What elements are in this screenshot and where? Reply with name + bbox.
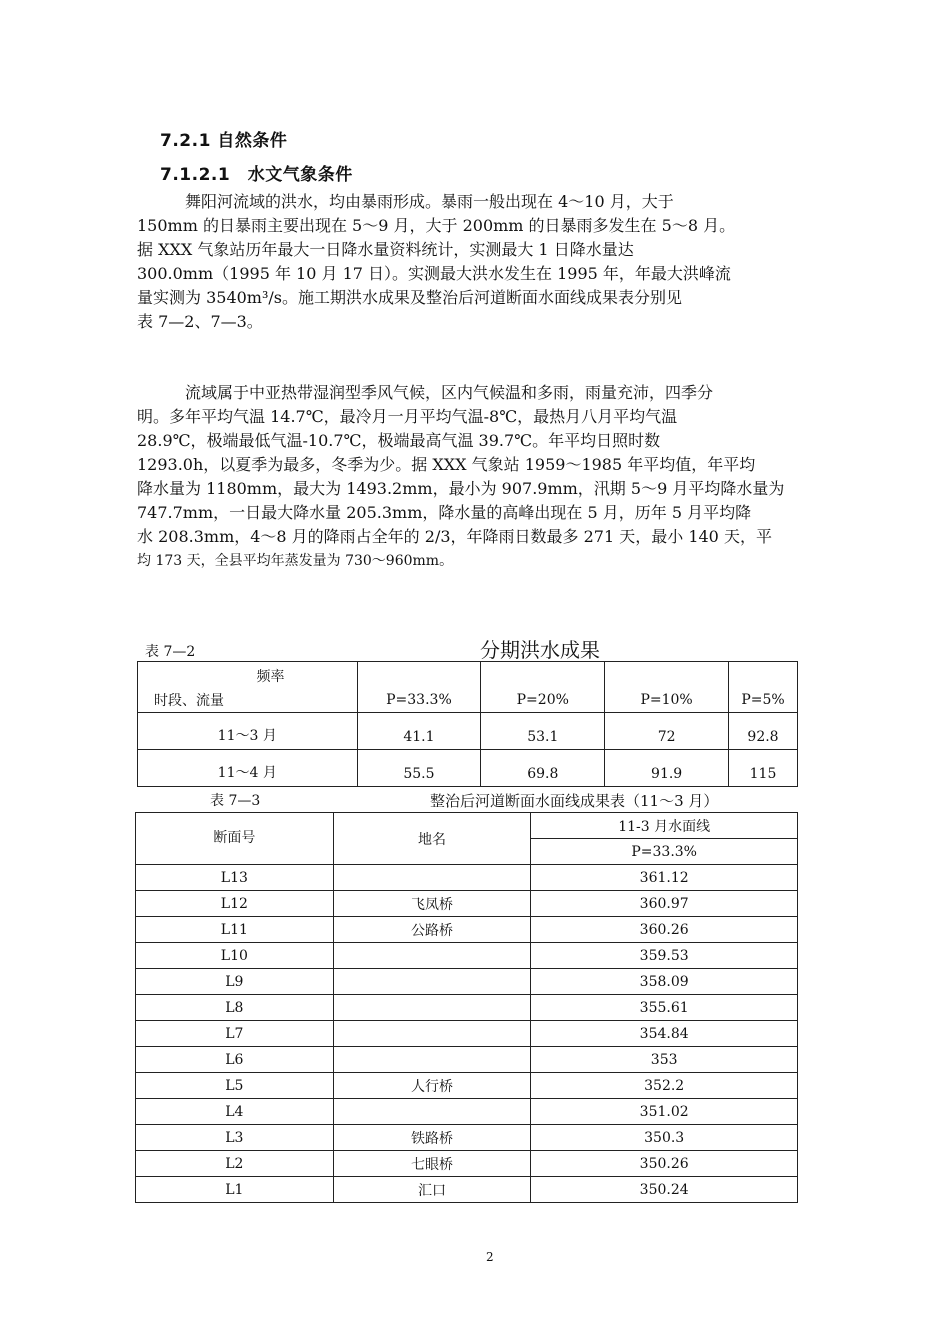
table-row [136, 1047, 798, 1073]
corner-bottom-label: 时段、流量 [154, 693, 224, 709]
value-cell: 53.1 [481, 713, 605, 750]
column-header: P=10% [605, 662, 729, 713]
section-cell: L11 [136, 917, 334, 943]
level-cell: 360.26 [531, 917, 798, 943]
table-row [136, 865, 798, 891]
place-cell: 公路桥 [333, 917, 531, 943]
value-cell: 91.9 [605, 750, 729, 787]
section-cell: L9 [136, 969, 334, 995]
table-title: 整治后河道断面水面线成果表（11～3 月） [430, 792, 719, 810]
text-line: 1293.0h，以夏季为最多，冬季为少。据 XXX 气象站 1959～1985 年平均值，年平均 [137, 455, 756, 474]
level-cell: 351.02 [531, 1099, 798, 1125]
text-line: 据 XXX 气象站历年最大一日降水量资料统计，实测最大 1 日降水量达 [137, 240, 634, 259]
section-cell: L1 [136, 1177, 334, 1203]
level-cell: 353 [531, 1047, 798, 1073]
value-cell: 92.8 [729, 713, 798, 750]
period-cell: 11～3 月 [138, 713, 358, 750]
text-line: 150mm 的日暴雨主要出现在 5～9 月，大于 200mm 的日暴雨多发生在 5～8 月。 [137, 216, 736, 235]
table-row [136, 1021, 798, 1047]
table-row [136, 969, 798, 995]
place-cell [333, 969, 531, 995]
level-cell: 354.84 [531, 1021, 798, 1047]
column-header: P=5% [729, 662, 798, 713]
text-line: 舞阳河流域的洪水，均由暴雨形成。暴雨一般出现在 4～10 月，大于 [185, 192, 674, 211]
place-cell [333, 1047, 531, 1073]
value-cell: 55.5 [357, 750, 481, 787]
period-cell: 11～4 月 [138, 750, 358, 787]
paragraph-hydrology [137, 190, 805, 334]
table-row [136, 1073, 798, 1099]
section-cell: L5 [136, 1073, 334, 1099]
text-line: 表 7—2、7—3。 [137, 312, 263, 331]
level-cell: 350.24 [531, 1177, 798, 1203]
text-line: 水 208.3mm，4～8 月的降雨占全年的 2/3，年降雨日数最多 271 天，最小 140 天，平 [137, 527, 772, 546]
section-cell: L13 [136, 865, 334, 891]
section-cell: L2 [136, 1151, 334, 1177]
table-row [138, 750, 798, 787]
value-cell: 69.8 [481, 750, 605, 787]
place-cell: 飞凤桥 [333, 891, 531, 917]
level-cell: 361.12 [531, 865, 798, 891]
table-row [136, 943, 798, 969]
place-cell: 人行桥 [333, 1073, 531, 1099]
level-cell: 350.3 [531, 1125, 798, 1151]
place-cell [333, 865, 531, 891]
table-row [138, 713, 798, 750]
section-cell: L3 [136, 1125, 334, 1151]
water-level-table [135, 812, 798, 1203]
level-cell: 358.09 [531, 969, 798, 995]
place-cell: 铁路桥 [333, 1125, 531, 1151]
place-cell [333, 1021, 531, 1047]
table-caption: 表 7—2 [145, 644, 196, 660]
section-heading: 7.2.1 自然条件 [160, 131, 288, 151]
corner-header [138, 662, 358, 713]
level-cell: 350.26 [531, 1151, 798, 1177]
corner-top-label: 频率 [256, 669, 285, 685]
column-header: 11-3 月水面线 [531, 813, 798, 839]
text-line: 流域属于中亚热带湿润型季风气候，区内气候温和多雨，雨量充沛，四季分 [185, 383, 714, 402]
value-cell: 41.1 [357, 713, 481, 750]
section-cell: L12 [136, 891, 334, 917]
table-row [136, 1099, 798, 1125]
table-row [136, 891, 798, 917]
table-row [136, 1151, 798, 1177]
table-row [136, 1125, 798, 1151]
place-cell: 七眼桥 [333, 1151, 531, 1177]
section-cell: L4 [136, 1099, 334, 1125]
subsection-heading: 7.1.2.1 水文气象条件 [160, 165, 353, 185]
text-line: 747.7mm，一日最大降水量 205.3mm，降水量的高峰出现在 5 月，历年 5 月平均降 [137, 503, 752, 522]
column-header: 地名 [333, 813, 531, 865]
place-cell [333, 1099, 531, 1125]
place-cell [333, 995, 531, 1021]
column-header: P=33.3% [357, 662, 481, 713]
value-cell: 72 [605, 713, 729, 750]
table-row [136, 1177, 798, 1203]
table-caption: 表 7—3 [210, 793, 261, 809]
place-cell: 汇口 [333, 1177, 531, 1203]
section-cell: L10 [136, 943, 334, 969]
paragraph-climate [137, 381, 805, 573]
table-row [136, 995, 798, 1021]
text-line: 均 173 天，全县平均年蒸发量为 730～960mm。 [137, 553, 454, 569]
text-line: 28.9℃，极端最低气温-10.7℃，极端最高气温 39.7℃。年平均日照时数 [137, 431, 661, 450]
page-number: 2 [486, 1250, 494, 1264]
level-cell: 355.61 [531, 995, 798, 1021]
column-header: P=20% [481, 662, 605, 713]
level-cell: 352.2 [531, 1073, 798, 1099]
column-header: 断面号 [136, 813, 334, 865]
level-cell: 360.97 [531, 891, 798, 917]
section-cell: L6 [136, 1047, 334, 1073]
table-row [136, 917, 798, 943]
text-line: 明。多年平均气温 14.7℃，最冷月一月平均气温-8℃，最热月八月平均气温 [137, 407, 678, 426]
column-header: P=33.3% [531, 839, 798, 865]
section-cell: L8 [136, 995, 334, 1021]
value-cell: 115 [729, 750, 798, 787]
text-line: 300.0mm（1995 年 10 月 17 日）。实测最大洪水发生在 1995 年，年最大洪峰流 [137, 264, 731, 283]
place-cell [333, 943, 531, 969]
flood-results-table [137, 661, 798, 787]
table-title: 分期洪水成果 [480, 638, 600, 662]
text-line: 降水量为 1180mm，最大为 1493.2mm，最小为 907.9mm，汛期 5～9 月平均降水量为 [137, 479, 785, 498]
text-line: 量实测为 3540m³/s。施工期洪水成果及整治后河道断面水面线成果表分别见 [137, 288, 682, 307]
level-cell: 359.53 [531, 943, 798, 969]
section-cell: L7 [136, 1021, 334, 1047]
